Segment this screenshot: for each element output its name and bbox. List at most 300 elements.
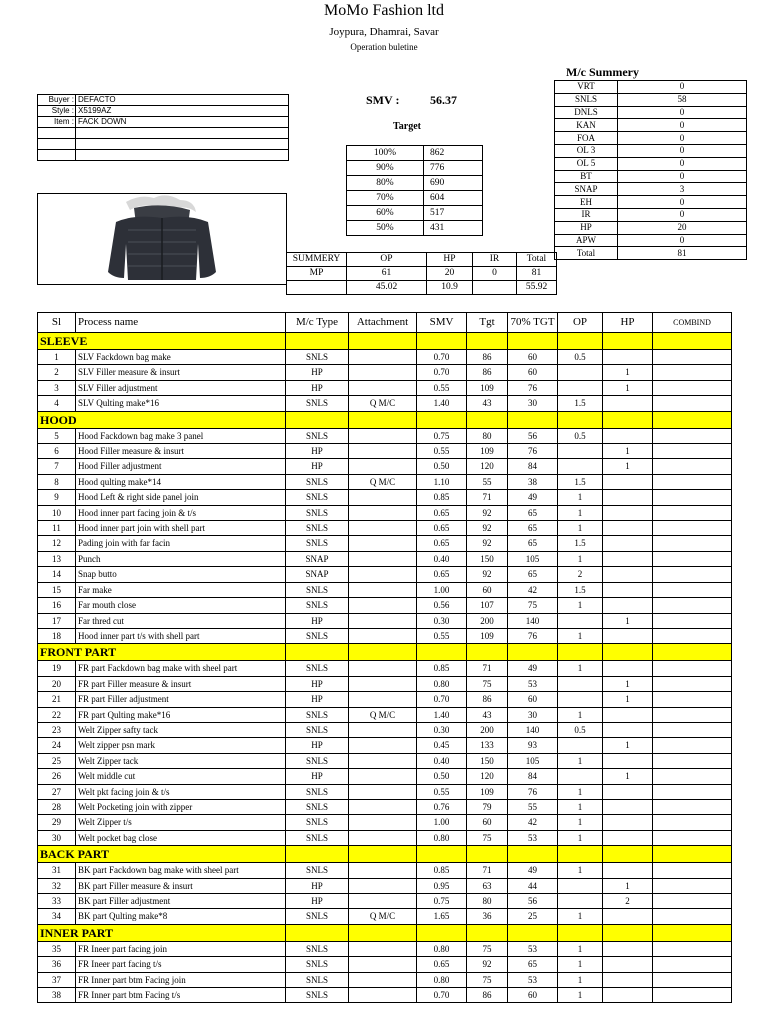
table-cell — [558, 365, 603, 380]
table-cell: 0.65 — [417, 505, 467, 520]
table-cell: 13 — [38, 551, 76, 566]
summery-cell: 10.9 — [427, 281, 473, 295]
table-cell — [603, 707, 653, 722]
summery-row — [287, 267, 557, 281]
mc-name: DNLS — [555, 106, 618, 119]
mc-value: 81 — [618, 247, 747, 260]
table-cell: HP — [286, 676, 349, 691]
table-cell: 0.70 — [417, 988, 467, 1003]
table-cell — [603, 428, 653, 443]
table-cell: Hood inner part t/s with shell part — [76, 628, 286, 643]
mc-name: Total — [555, 247, 618, 260]
operation-table — [37, 312, 732, 1003]
table-cell: SNLS — [286, 490, 349, 505]
table-cell — [603, 505, 653, 520]
target-row — [347, 191, 483, 206]
mc-value: 0 — [618, 132, 747, 145]
combind-cell — [653, 988, 732, 1003]
table-cell: 36 — [467, 909, 508, 924]
section-cell — [417, 644, 467, 661]
summery-cell: SUMMERY — [287, 253, 347, 267]
table-cell: HP — [286, 692, 349, 707]
table-cell: 1 — [603, 380, 653, 395]
section-title: FRONT PART — [38, 644, 286, 661]
table-cell: 49 — [508, 490, 558, 505]
table-cell: 25 — [38, 753, 76, 768]
table-cell — [349, 582, 417, 597]
table-cell: BK part Filler measure & insurt — [76, 878, 286, 893]
table-cell: 1.5 — [558, 474, 603, 489]
table-row — [38, 428, 732, 443]
table-cell — [603, 350, 653, 365]
buyer-label: Item : — [38, 117, 76, 128]
table-cell: 76 — [508, 444, 558, 459]
combind-cell — [653, 676, 732, 691]
section-cell — [349, 924, 417, 941]
table-cell: 53 — [508, 972, 558, 987]
table-cell: 0.65 — [417, 536, 467, 551]
column-header: 70% TGT — [508, 313, 558, 333]
table-cell — [603, 582, 653, 597]
table-cell: 0.65 — [417, 521, 467, 536]
buyer-label — [38, 150, 76, 161]
target-row — [347, 146, 483, 161]
target-value: 776 — [424, 161, 483, 176]
target-value: 862 — [424, 146, 483, 161]
table-row — [38, 769, 732, 784]
section-title: SLEEVE — [38, 333, 286, 350]
table-cell: 11 — [38, 521, 76, 536]
table-cell: 29 — [38, 815, 76, 830]
table-row — [38, 988, 732, 1003]
table-cell: 1 — [603, 769, 653, 784]
target-value: 431 — [424, 221, 483, 236]
table-cell: 33 — [38, 894, 76, 909]
table-row — [38, 350, 732, 365]
table-cell: 0.55 — [417, 784, 467, 799]
table-cell — [603, 598, 653, 613]
table-cell: SNLS — [286, 505, 349, 520]
table-cell — [349, 521, 417, 536]
table-cell: 22 — [38, 707, 76, 722]
table-cell: 60 — [508, 365, 558, 380]
table-cell: 109 — [467, 380, 508, 395]
table-cell — [349, 380, 417, 395]
table-cell: SLV Qulting make*16 — [76, 396, 286, 411]
table-cell — [603, 830, 653, 845]
combind-cell — [653, 521, 732, 536]
table-cell: 6 — [38, 444, 76, 459]
table-cell: SNLS — [286, 815, 349, 830]
table-cell: Far thred cut — [76, 613, 286, 628]
combind-cell — [653, 738, 732, 753]
section-cell — [603, 846, 653, 863]
buyer-label — [38, 128, 76, 139]
table-cell: 80 — [467, 894, 508, 909]
combind-cell — [653, 380, 732, 395]
table-cell: Q M/C — [349, 707, 417, 722]
table-cell: Far mouth close — [76, 598, 286, 613]
table-row — [38, 909, 732, 924]
table-cell: 0.80 — [417, 676, 467, 691]
table-cell: 1 — [558, 628, 603, 643]
table-cell — [349, 365, 417, 380]
table-cell: 1 — [603, 365, 653, 380]
table-cell: 86 — [467, 365, 508, 380]
table-cell: 28 — [38, 799, 76, 814]
target-value: 604 — [424, 191, 483, 206]
table-cell — [349, 972, 417, 987]
buyer-value — [76, 128, 289, 139]
table-cell — [349, 988, 417, 1003]
section-cell — [653, 333, 732, 350]
table-cell: SLV Fackdown bag make — [76, 350, 286, 365]
table-cell — [349, 536, 417, 551]
table-cell: 43 — [467, 707, 508, 722]
table-cell: 26 — [38, 769, 76, 784]
table-cell: 24 — [38, 738, 76, 753]
mc-row — [555, 119, 747, 132]
table-cell: FR part Fackdown bag make with sheel part — [76, 661, 286, 676]
table-cell: SNLS — [286, 909, 349, 924]
buyer-value: DEFACTO — [76, 95, 289, 106]
mc-name: VRT — [555, 81, 618, 94]
combind-cell — [653, 692, 732, 707]
table-row — [38, 365, 732, 380]
table-cell: 0.50 — [417, 459, 467, 474]
table-cell: 0.85 — [417, 863, 467, 878]
table-cell: 1 — [603, 692, 653, 707]
table-cell: 71 — [467, 863, 508, 878]
section-cell — [286, 333, 349, 350]
table-cell — [558, 878, 603, 893]
table-cell: 2 — [38, 365, 76, 380]
table-cell: 109 — [467, 628, 508, 643]
table-cell: SLV Filler adjustment — [76, 380, 286, 395]
table-cell: SNLS — [286, 396, 349, 411]
table-cell — [349, 444, 417, 459]
table-cell: 1 — [603, 613, 653, 628]
table-cell: SNLS — [286, 598, 349, 613]
table-cell: 49 — [508, 863, 558, 878]
table-cell — [603, 551, 653, 566]
table-cell: 1 — [558, 909, 603, 924]
table-cell: 1 — [603, 738, 653, 753]
table-cell: 34 — [38, 909, 76, 924]
table-cell: 71 — [467, 490, 508, 505]
table-row — [38, 707, 732, 722]
target-table — [346, 145, 483, 236]
table-cell: 65 — [508, 957, 558, 972]
product-photo — [37, 193, 287, 285]
table-cell: HP — [286, 738, 349, 753]
table-cell: 35 — [38, 941, 76, 956]
table-row — [38, 676, 732, 691]
table-cell — [558, 894, 603, 909]
mc-value: 3 — [618, 183, 747, 196]
table-cell — [349, 830, 417, 845]
table-cell: 1 — [558, 707, 603, 722]
table-cell: 0.30 — [417, 722, 467, 737]
buyer-row — [38, 128, 289, 139]
section-cell — [508, 644, 558, 661]
table-cell: 75 — [508, 598, 558, 613]
column-header: Tgt — [467, 313, 508, 333]
table-cell: 84 — [508, 459, 558, 474]
table-row — [38, 551, 732, 566]
table-cell: 1 — [558, 863, 603, 878]
mc-name: IR — [555, 208, 618, 221]
section-cell — [558, 411, 603, 428]
table-row — [38, 957, 732, 972]
table-cell: 0.55 — [417, 628, 467, 643]
table-cell: 0.80 — [417, 972, 467, 987]
section-cell — [653, 924, 732, 941]
mc-row — [555, 93, 747, 106]
table-cell: 0.55 — [417, 380, 467, 395]
buyer-label: Buyer : — [38, 95, 76, 106]
section-cell — [558, 644, 603, 661]
table-cell: 49 — [508, 661, 558, 676]
table-cell: 37 — [38, 972, 76, 987]
table-cell: 55 — [508, 799, 558, 814]
table-cell: 76 — [508, 380, 558, 395]
table-cell: 0.55 — [417, 444, 467, 459]
table-cell — [558, 613, 603, 628]
company-address: Joypura, Dhamrai, Savar — [329, 26, 439, 38]
section-row — [38, 411, 732, 428]
mc-value: 0 — [618, 208, 747, 221]
buyer-row — [38, 106, 289, 117]
mc-row — [555, 196, 747, 209]
table-cell: 42 — [508, 815, 558, 830]
table-cell: 0.50 — [417, 769, 467, 784]
buyer-value: FACK DOWN — [76, 117, 289, 128]
table-cell: Q M/C — [349, 474, 417, 489]
combind-cell — [653, 957, 732, 972]
table-row — [38, 692, 732, 707]
table-cell: 1 — [558, 521, 603, 536]
table-cell: HP — [286, 878, 349, 893]
combind-cell — [653, 878, 732, 893]
table-cell: 0.75 — [417, 428, 467, 443]
mc-summery-title: M/c Summery — [566, 65, 639, 79]
table-cell: 43 — [467, 396, 508, 411]
smv-label: SMV : — [366, 93, 400, 107]
table-cell: 86 — [467, 692, 508, 707]
table-cell: 2 — [603, 894, 653, 909]
table-cell: Welt middle cut — [76, 769, 286, 784]
table-cell: Hood qulting make*14 — [76, 474, 286, 489]
table-cell: 92 — [467, 957, 508, 972]
table-cell — [603, 957, 653, 972]
table-cell: SNLS — [286, 830, 349, 845]
combind-cell — [653, 661, 732, 676]
buyer-label: Style : — [38, 106, 76, 117]
mc-row — [555, 247, 747, 260]
target-row — [347, 206, 483, 221]
section-cell — [467, 333, 508, 350]
company-name: MoMo Fashion ltd — [323, 2, 444, 19]
table-cell: 0.80 — [417, 941, 467, 956]
table-cell: 60 — [508, 350, 558, 365]
combind-cell — [653, 490, 732, 505]
table-cell: 25 — [508, 909, 558, 924]
table-cell: 9 — [38, 490, 76, 505]
table-cell: 71 — [467, 661, 508, 676]
table-cell: 60 — [508, 988, 558, 1003]
summery-cell: 20 — [427, 267, 473, 281]
section-cell — [653, 644, 732, 661]
table-cell: Hood Left & right side panel join — [76, 490, 286, 505]
section-cell — [603, 644, 653, 661]
summery-cell — [473, 281, 517, 295]
table-cell: 200 — [467, 722, 508, 737]
table-cell — [603, 628, 653, 643]
table-cell — [558, 380, 603, 395]
table-cell: Hood inner part facing join & t/s — [76, 505, 286, 520]
table-cell — [558, 444, 603, 459]
section-cell — [558, 333, 603, 350]
table-cell — [603, 753, 653, 768]
table-cell: 60 — [467, 582, 508, 597]
summery-cell: 55.92 — [517, 281, 557, 295]
table-cell: 42 — [508, 582, 558, 597]
table-cell: 1 — [558, 815, 603, 830]
table-cell: 120 — [467, 459, 508, 474]
combind-cell — [653, 350, 732, 365]
table-cell: 20 — [38, 676, 76, 691]
target-percent: 60% — [347, 206, 424, 221]
section-cell — [653, 846, 732, 863]
mc-value: 0 — [618, 144, 747, 157]
combind-cell — [653, 365, 732, 380]
table-cell: 1.40 — [417, 396, 467, 411]
jacket-image — [38, 194, 286, 284]
table-cell: 30 — [508, 396, 558, 411]
mc-name: KAN — [555, 119, 618, 132]
section-cell — [467, 924, 508, 941]
combind-cell — [653, 474, 732, 489]
mc-name: FOA — [555, 132, 618, 145]
table-row — [38, 567, 732, 582]
mc-row — [555, 170, 747, 183]
table-cell: 0.40 — [417, 551, 467, 566]
table-cell: 21 — [38, 692, 76, 707]
section-cell — [467, 846, 508, 863]
section-cell — [417, 411, 467, 428]
table-cell: SNAP — [286, 551, 349, 566]
table-cell: 8 — [38, 474, 76, 489]
table-cell: 200 — [467, 613, 508, 628]
table-cell — [349, 753, 417, 768]
table-cell: 84 — [508, 769, 558, 784]
table-cell: 65 — [508, 567, 558, 582]
table-row — [38, 521, 732, 536]
mc-row — [555, 81, 747, 94]
table-cell: 140 — [508, 613, 558, 628]
table-cell: 0.30 — [417, 613, 467, 628]
summery-cell: 61 — [347, 267, 427, 281]
table-cell: 63 — [467, 878, 508, 893]
mc-value: 58 — [618, 93, 747, 106]
combind-cell — [653, 567, 732, 582]
table-cell — [349, 863, 417, 878]
section-row — [38, 644, 732, 661]
section-cell — [349, 411, 417, 428]
table-cell — [349, 661, 417, 676]
section-cell — [417, 846, 467, 863]
table-cell: 76 — [508, 784, 558, 799]
table-cell — [349, 692, 417, 707]
table-row — [38, 661, 732, 676]
table-cell: Welt Zipper t/s — [76, 815, 286, 830]
combind-cell — [653, 628, 732, 643]
mc-row — [555, 234, 747, 247]
table-cell — [349, 784, 417, 799]
table-cell: FR part Filler measure & insurt — [76, 676, 286, 691]
table-cell: 56 — [508, 894, 558, 909]
table-cell: 105 — [508, 753, 558, 768]
table-cell: 65 — [508, 536, 558, 551]
table-cell — [349, 676, 417, 691]
target-percent: 50% — [347, 221, 424, 236]
section-cell — [286, 846, 349, 863]
table-cell: 38 — [508, 474, 558, 489]
table-row — [38, 490, 732, 505]
combind-cell — [653, 613, 732, 628]
table-cell — [603, 396, 653, 411]
table-cell: 109 — [467, 444, 508, 459]
table-cell: HP — [286, 365, 349, 380]
table-cell: 12 — [38, 536, 76, 551]
table-cell: 15 — [38, 582, 76, 597]
buyer-value: X5199AZ — [76, 106, 289, 117]
table-cell: HP — [286, 380, 349, 395]
target-percent: 80% — [347, 176, 424, 191]
table-row — [38, 830, 732, 845]
table-cell — [558, 692, 603, 707]
buyer-value — [76, 139, 289, 150]
table-cell: 1 — [558, 988, 603, 1003]
table-cell — [603, 799, 653, 814]
document-subtitle: Operation buletine — [350, 42, 418, 52]
table-cell: SNLS — [286, 784, 349, 799]
table-cell: 65 — [508, 505, 558, 520]
table-cell — [603, 863, 653, 878]
table-cell: Welt pkt facing join & t/s — [76, 784, 286, 799]
table-cell: 32 — [38, 878, 76, 893]
section-cell — [349, 333, 417, 350]
summery-cell: OP — [347, 253, 427, 267]
section-cell — [508, 333, 558, 350]
table-cell: 56 — [508, 428, 558, 443]
table-cell: SNLS — [286, 661, 349, 676]
table-cell: SNLS — [286, 863, 349, 878]
table-cell: FR Inner part btm Facing join — [76, 972, 286, 987]
table-cell: 65 — [508, 521, 558, 536]
table-cell: 75 — [467, 830, 508, 845]
table-cell — [349, 551, 417, 566]
section-cell — [508, 846, 558, 863]
table-cell: BK part Qulting make*8 — [76, 909, 286, 924]
combind-cell — [653, 536, 732, 551]
table-cell — [349, 769, 417, 784]
table-cell: 0.70 — [417, 350, 467, 365]
mc-value: 0 — [618, 234, 747, 247]
table-cell: 0.65 — [417, 957, 467, 972]
table-cell: 18 — [38, 628, 76, 643]
